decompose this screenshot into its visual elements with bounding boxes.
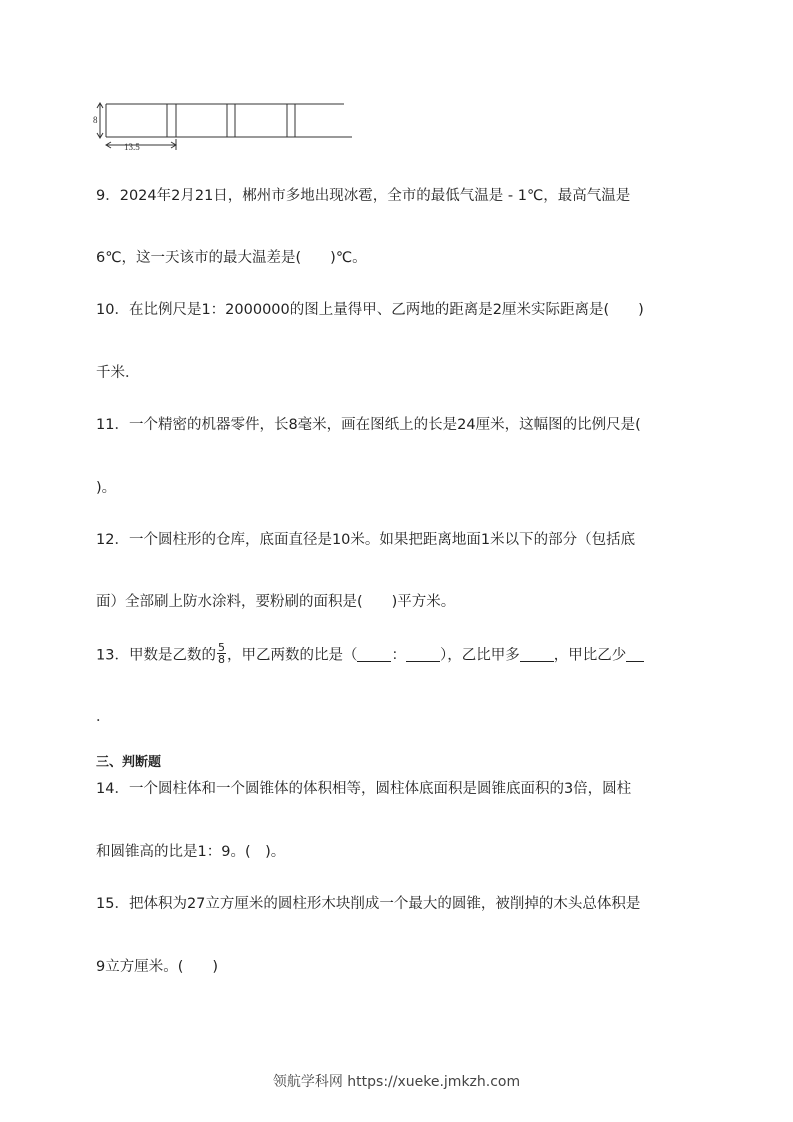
question-11-line1: 11．一个精密的机器零件，长8毫米，画在图纸上的长是24厘米，这幅图的比例尺是(	[96, 417, 641, 433]
question-14-line2: 和圆锥高的比是1：9。( )。	[96, 844, 286, 860]
question-9-line1: 9．2024年2月21日，郴州市多地出现冰雹，全市的最低气温是 - 1℃，最高气温是	[96, 188, 631, 204]
section-heading-judgment: 三、判断题	[96, 755, 162, 770]
question-15-line2: 9立方厘米。( )	[96, 959, 219, 975]
question-9-line2: 6℃，这一天该市的最大温差是( )℃。	[96, 250, 367, 266]
question-13-line2: ．	[96, 709, 111, 725]
q13-part-b: ），乙比甲多	[439, 647, 520, 664]
footer-watermark: 领航学科网 https://xueke.jmkzh.com	[272, 1074, 521, 1090]
answer-blank-3[interactable]	[520, 647, 554, 662]
fraction-numerator: 5	[217, 641, 225, 654]
question-10-line2: 千米．	[96, 365, 140, 381]
question-11-line2: )。	[96, 480, 117, 496]
question-13-line1	[96, 641, 644, 667]
question-14-line1: 14．一个圆柱体和一个圆锥体的体积相等，圆柱体底面积是圆锥底面积的3倍，圆柱	[96, 781, 632, 797]
fraction-five-eighths	[217, 642, 226, 665]
question-15-line1: 15．把体积为27立方厘米的圆柱形木块削成一个最大的圆锥，被削掉的木头总体积是	[96, 896, 641, 912]
q13-colon: ：	[391, 647, 406, 664]
answer-blank-2[interactable]	[406, 647, 440, 662]
q13-part-c: ，甲比乙少	[553, 647, 627, 664]
rectangle-strip-figure	[90, 98, 360, 154]
fraction-denominator: 8	[217, 653, 225, 666]
answer-blank-1[interactable]	[357, 647, 391, 662]
question-12-line2: 面）全部刷上防水涂料，要粉刷的面积是( )平方米。	[96, 594, 456, 610]
answer-blank-4[interactable]	[626, 647, 644, 662]
q13-part-a: ，甲乙两数的比是（	[226, 647, 358, 664]
question-10-line1: 10．在比例尺是1：2000000的图上量得甲、乙两地的距离是2厘米实际距离是( )	[96, 302, 644, 318]
q13-prefix: 13．甲数是乙数的	[96, 647, 216, 664]
height-label: 8	[93, 115, 98, 125]
question-12-line1: 12．一个圆柱形的仓库，底面直径是10米。如果把距离地面1米以下的部分（包括底	[96, 532, 636, 548]
width-label: 13.5	[124, 142, 140, 152]
